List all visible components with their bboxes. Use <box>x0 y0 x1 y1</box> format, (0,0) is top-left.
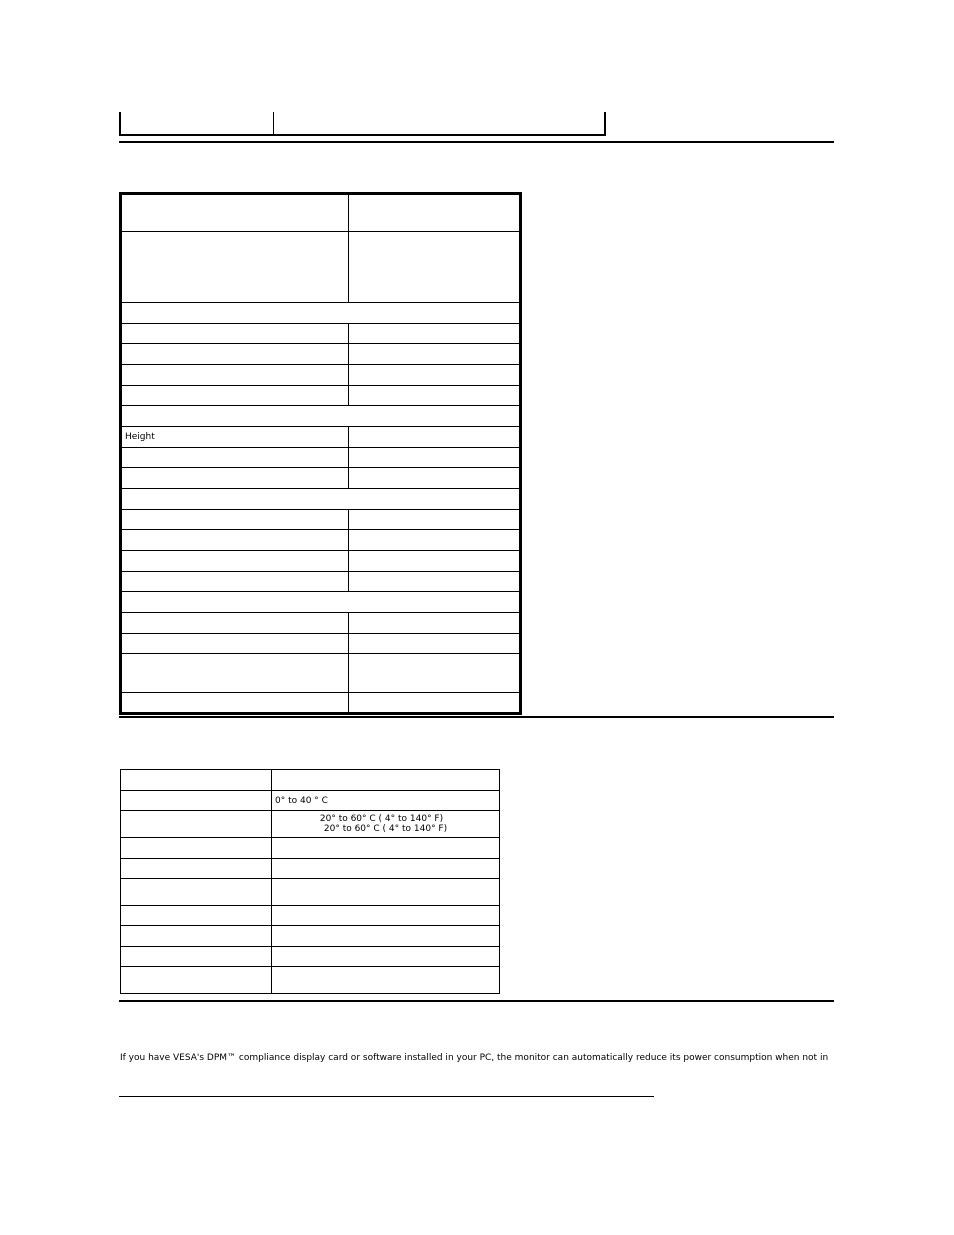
table-section-row <box>121 591 520 612</box>
table-row <box>121 231 520 302</box>
table-row <box>121 692 520 713</box>
storage-temp-line-2: 20° to 60° C ( 4° to 140° F) <box>323 824 448 834</box>
table-row <box>121 967 500 994</box>
table-row-height <box>121 426 520 447</box>
table-row <box>121 633 520 653</box>
table-row <box>121 859 500 879</box>
table-row <box>121 447 520 467</box>
top-table-mid-border <box>273 112 274 136</box>
table-row <box>121 653 520 692</box>
table-row <box>121 612 520 633</box>
storage-temp-line-1: 20° to 60° C ( 4° to 140° F) <box>319 814 444 824</box>
table-row <box>121 467 520 488</box>
table-row <box>121 838 500 859</box>
table-row <box>121 364 520 385</box>
table-row-operating-temp <box>121 791 500 811</box>
height-label: Height <box>121 426 348 447</box>
top-table-right-border <box>604 112 606 136</box>
storage-temperature-values <box>272 811 500 838</box>
table-section-row <box>121 302 520 323</box>
physical-table <box>120 193 521 714</box>
table-row <box>121 947 500 967</box>
table-row <box>121 194 520 231</box>
table-row <box>121 906 500 926</box>
table-section-row <box>121 405 520 426</box>
table-row <box>121 879 500 906</box>
table-row <box>121 926 500 947</box>
section-divider-1 <box>119 141 834 143</box>
section-divider-2 <box>119 716 834 718</box>
table-row <box>121 550 520 571</box>
footer-rule <box>119 1096 654 1097</box>
environment-table <box>120 769 500 994</box>
table-row <box>121 529 520 550</box>
table-row <box>121 571 520 591</box>
section-divider-3 <box>119 1000 834 1002</box>
table-row <box>121 509 520 529</box>
power-management-paragraph: If you have VESA's DPM™ compliance display card or software installed in your PC, the monitor can automatically reduce its power consumption when not in <box>120 1053 829 1063</box>
table-row <box>121 385 520 405</box>
table-section-row <box>121 488 520 509</box>
table-row <box>121 770 500 791</box>
top-table-bottom-border <box>119 134 606 136</box>
operating-temperature-value: 0° to 40 ° C <box>272 791 500 811</box>
table-row <box>121 343 520 364</box>
table-row <box>121 323 520 343</box>
table-row-storage-temp <box>121 811 500 838</box>
top-table-left-border <box>119 112 121 136</box>
